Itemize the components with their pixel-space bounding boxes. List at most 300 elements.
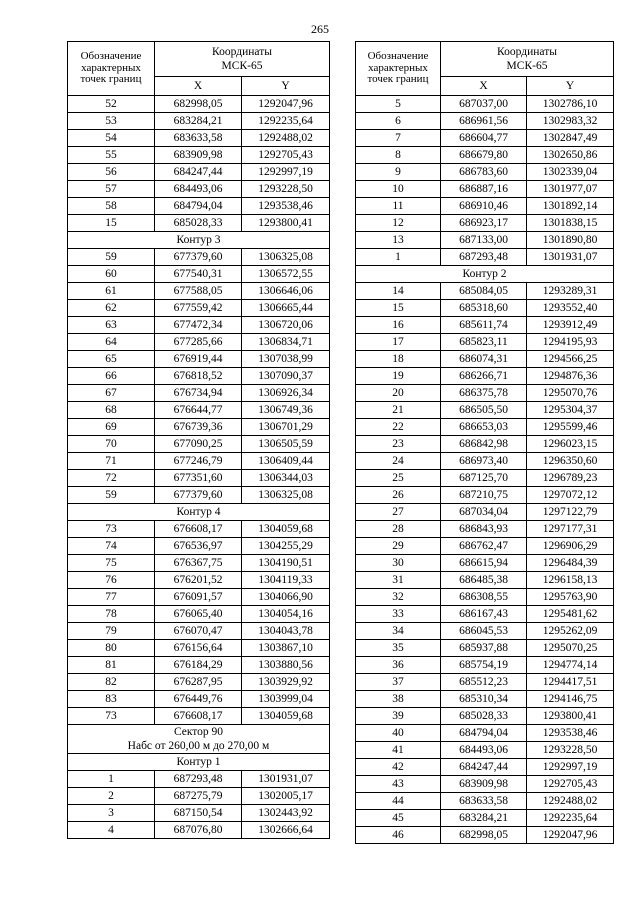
table-row	[356, 521, 614, 538]
y-coordinate-cell: 1302005,17	[242, 788, 330, 805]
x-coordinate-cell: 676065,40	[155, 606, 242, 623]
table-row	[356, 113, 614, 130]
table-row	[356, 504, 614, 521]
point-number-cell: 28	[356, 521, 441, 538]
x-coordinate-cell: 686266,71	[441, 368, 527, 385]
x-coordinate-cell: 676734,94	[155, 385, 242, 402]
y-coordinate-cell: 1304119,33	[242, 572, 330, 589]
point-number-cell: 71	[68, 453, 155, 470]
header-y: Y	[242, 77, 330, 96]
table-body-left	[68, 96, 330, 839]
x-coordinate-cell: 686923,17	[441, 215, 527, 232]
table-row	[68, 572, 330, 589]
point-number-cell: 68	[68, 402, 155, 419]
point-number-cell: 37	[356, 674, 441, 691]
contour-heading: Контур 3	[68, 232, 330, 249]
y-coordinate-cell: 1303880,56	[242, 657, 330, 674]
point-number-cell: 13	[356, 232, 441, 249]
table-row	[356, 317, 614, 334]
point-number-cell: 15	[356, 300, 441, 317]
table-row	[68, 249, 330, 266]
table-row	[68, 453, 330, 470]
y-coordinate-cell: 1294876,36	[527, 368, 614, 385]
table-row	[68, 266, 330, 283]
y-coordinate-cell: 1306572,55	[242, 266, 330, 283]
header-coordinates	[441, 42, 614, 77]
table-row	[356, 96, 614, 113]
x-coordinate-cell: 685823,11	[441, 334, 527, 351]
point-number-cell: 52	[68, 96, 155, 113]
contour-heading: Контур 2	[356, 266, 614, 283]
y-coordinate-cell: 1294195,93	[527, 334, 614, 351]
y-coordinate-cell: 1292488,02	[242, 130, 330, 147]
y-coordinate-cell: 1293800,41	[527, 708, 614, 725]
x-coordinate-cell: 685937,88	[441, 640, 527, 657]
table-row	[68, 198, 330, 215]
sector-heading	[68, 725, 330, 754]
x-coordinate-cell: 685512,23	[441, 674, 527, 691]
y-coordinate-cell: 1292235,64	[527, 810, 614, 827]
point-number-cell: 32	[356, 589, 441, 606]
table-row	[68, 334, 330, 351]
header-coordinates-label: Координаты	[212, 46, 272, 58]
x-coordinate-cell: 677559,42	[155, 300, 242, 317]
point-number-cell: 80	[68, 640, 155, 657]
y-coordinate-cell: 1293552,40	[527, 300, 614, 317]
y-coordinate-cell: 1292488,02	[527, 793, 614, 810]
point-number-cell: 45	[356, 810, 441, 827]
x-coordinate-cell: 683633,58	[155, 130, 242, 147]
y-coordinate-cell: 1296350,60	[527, 453, 614, 470]
coordinates-table-left	[67, 41, 330, 839]
x-coordinate-cell: 677472,34	[155, 317, 242, 334]
table-row	[356, 283, 614, 300]
x-coordinate-cell: 686961,56	[441, 113, 527, 130]
table-row	[68, 317, 330, 334]
point-number-cell: 40	[356, 725, 441, 742]
point-number-cell: 76	[68, 572, 155, 589]
table-row	[68, 589, 330, 606]
y-coordinate-cell: 1306325,08	[242, 249, 330, 266]
table-row	[68, 708, 330, 725]
y-coordinate-cell: 1301838,15	[527, 215, 614, 232]
table-row	[356, 589, 614, 606]
x-coordinate-cell: 676201,52	[155, 572, 242, 589]
point-number-cell: 64	[68, 334, 155, 351]
x-coordinate-cell: 676287,95	[155, 674, 242, 691]
y-coordinate-cell: 1293228,50	[527, 742, 614, 759]
table-row	[68, 385, 330, 402]
y-coordinate-cell: 1303999,04	[242, 691, 330, 708]
x-coordinate-cell: 684247,44	[441, 759, 527, 776]
point-number-cell: 16	[356, 317, 441, 334]
table-row	[356, 725, 614, 742]
y-coordinate-cell: 1304190,51	[242, 555, 330, 572]
point-number-cell: 73	[68, 708, 155, 725]
contour-heading: Контур 4	[68, 504, 330, 521]
x-coordinate-cell: 676184,29	[155, 657, 242, 674]
x-coordinate-cell: 686375,78	[441, 385, 527, 402]
x-coordinate-cell: 686762,47	[441, 538, 527, 555]
point-number-cell: 19	[356, 368, 441, 385]
x-coordinate-cell: 687293,48	[155, 771, 242, 788]
x-coordinate-cell: 687133,00	[441, 232, 527, 249]
y-coordinate-cell: 1302666,64	[242, 822, 330, 839]
x-coordinate-cell: 683633,58	[441, 793, 527, 810]
x-coordinate-cell: 685310,34	[441, 691, 527, 708]
sector-height-range: Набс от 260,00 м до 270,00 м	[127, 740, 270, 752]
point-number-cell: 59	[68, 249, 155, 266]
x-coordinate-cell: 676091,57	[155, 589, 242, 606]
y-coordinate-cell: 1302847,49	[527, 130, 614, 147]
x-coordinate-cell: 687210,75	[441, 487, 527, 504]
table-row	[68, 368, 330, 385]
coordinates-table-right	[355, 41, 614, 844]
x-coordinate-cell: 676818,52	[155, 368, 242, 385]
point-number-cell: 54	[68, 130, 155, 147]
point-number-cell: 4	[68, 822, 155, 839]
point-number-cell: 25	[356, 470, 441, 487]
table-header	[356, 42, 614, 96]
point-number-cell: 24	[356, 453, 441, 470]
x-coordinate-cell: 685611,74	[441, 317, 527, 334]
table-row	[356, 691, 614, 708]
point-number-cell: 43	[356, 776, 441, 793]
x-coordinate-cell: 676449,76	[155, 691, 242, 708]
y-coordinate-cell: 1295481,62	[527, 606, 614, 623]
table-row	[356, 810, 614, 827]
table-row	[356, 368, 614, 385]
x-coordinate-cell: 686973,40	[441, 453, 527, 470]
point-number-cell: 5	[356, 96, 441, 113]
table-row	[356, 351, 614, 368]
x-coordinate-cell: 684493,06	[441, 742, 527, 759]
y-coordinate-cell: 1294146,75	[527, 691, 614, 708]
header-coordinate-system: МСК-65	[506, 60, 548, 72]
y-coordinate-cell: 1301977,07	[527, 181, 614, 198]
table-row	[356, 419, 614, 436]
x-coordinate-cell: 683909,98	[441, 776, 527, 793]
point-number-cell: 8	[356, 147, 441, 164]
y-coordinate-cell: 1306926,34	[242, 385, 330, 402]
y-coordinate-cell: 1301890,80	[527, 232, 614, 249]
point-number-cell: 38	[356, 691, 441, 708]
table-row	[356, 164, 614, 181]
table-row	[68, 538, 330, 555]
y-coordinate-cell: 1293800,41	[242, 215, 330, 232]
y-coordinate-cell: 1294417,51	[527, 674, 614, 691]
header-coordinates-label: Координаты	[497, 46, 557, 58]
x-coordinate-cell: 676644,77	[155, 402, 242, 419]
y-coordinate-cell: 1306834,71	[242, 334, 330, 351]
y-coordinate-cell: 1293538,46	[527, 725, 614, 742]
table-row	[68, 674, 330, 691]
table-row	[356, 674, 614, 691]
table-row	[356, 300, 614, 317]
x-coordinate-cell: 686604,77	[441, 130, 527, 147]
table-row	[68, 402, 330, 419]
point-number-cell: 82	[68, 674, 155, 691]
y-coordinate-cell: 1306344,03	[242, 470, 330, 487]
x-coordinate-cell: 677090,25	[155, 436, 242, 453]
table-row	[356, 657, 614, 674]
y-coordinate-cell: 1306409,44	[242, 453, 330, 470]
table-row	[68, 788, 330, 805]
x-coordinate-cell: 686308,55	[441, 589, 527, 606]
x-coordinate-cell: 676739,36	[155, 419, 242, 436]
section-row	[356, 266, 614, 283]
y-coordinate-cell: 1295070,25	[527, 640, 614, 657]
y-coordinate-cell: 1293538,46	[242, 198, 330, 215]
y-coordinate-cell: 1293228,50	[242, 181, 330, 198]
table-row	[68, 215, 330, 232]
y-coordinate-cell: 1295304,37	[527, 402, 614, 419]
table-row	[356, 215, 614, 232]
x-coordinate-cell: 677588,05	[155, 283, 242, 300]
table-body-right	[356, 96, 614, 844]
x-coordinate-cell: 684794,04	[155, 198, 242, 215]
y-coordinate-cell: 1306665,44	[242, 300, 330, 317]
point-number-cell: 46	[356, 827, 441, 844]
point-number-cell: 60	[68, 266, 155, 283]
y-coordinate-cell: 1294566,25	[527, 351, 614, 368]
point-number-cell: 2	[68, 788, 155, 805]
y-coordinate-cell: 1293912,49	[527, 317, 614, 334]
table-row	[68, 113, 330, 130]
table-row	[356, 640, 614, 657]
point-number-cell: 59	[68, 487, 155, 504]
page-number: 265	[311, 22, 329, 36]
table-row	[356, 470, 614, 487]
table-row	[68, 805, 330, 822]
y-coordinate-cell: 1304043,78	[242, 623, 330, 640]
point-number-cell: 53	[68, 113, 155, 130]
table-row	[68, 351, 330, 368]
x-coordinate-cell: 687275,79	[155, 788, 242, 805]
x-coordinate-cell: 686615,94	[441, 555, 527, 572]
table-row	[356, 249, 614, 266]
x-coordinate-cell: 685028,33	[155, 215, 242, 232]
x-coordinate-cell: 686074,31	[441, 351, 527, 368]
y-coordinate-cell: 1295070,76	[527, 385, 614, 402]
table-row	[356, 232, 614, 249]
y-coordinate-cell: 1306646,06	[242, 283, 330, 300]
point-number-cell: 70	[68, 436, 155, 453]
section-row	[68, 754, 330, 771]
point-number-cell: 34	[356, 623, 441, 640]
y-coordinate-cell: 1297122,79	[527, 504, 614, 521]
point-number-cell: 62	[68, 300, 155, 317]
point-number-cell: 29	[356, 538, 441, 555]
y-coordinate-cell: 1297177,31	[527, 521, 614, 538]
x-coordinate-cell: 686505,50	[441, 402, 527, 419]
point-number-cell: 12	[356, 215, 441, 232]
x-coordinate-cell: 677540,31	[155, 266, 242, 283]
header-designation: Обозначение характерных точек границ	[68, 42, 155, 96]
x-coordinate-cell: 687076,80	[155, 822, 242, 839]
table-row	[356, 487, 614, 504]
point-number-cell: 74	[68, 538, 155, 555]
contour-heading: Контур 1	[68, 754, 330, 771]
y-coordinate-cell: 1296023,15	[527, 436, 614, 453]
point-number-cell: 75	[68, 555, 155, 572]
table-row	[68, 640, 330, 657]
y-coordinate-cell: 1292705,43	[242, 147, 330, 164]
y-coordinate-cell: 1304066,90	[242, 589, 330, 606]
table-row	[356, 334, 614, 351]
point-number-cell: 56	[68, 164, 155, 181]
x-coordinate-cell: 677379,60	[155, 249, 242, 266]
y-coordinate-cell: 1302786,10	[527, 96, 614, 113]
point-number-cell: 30	[356, 555, 441, 572]
y-coordinate-cell: 1296484,39	[527, 555, 614, 572]
y-coordinate-cell: 1306749,36	[242, 402, 330, 419]
point-number-cell: 3	[68, 805, 155, 822]
y-coordinate-cell: 1306701,29	[242, 419, 330, 436]
point-number-cell: 57	[68, 181, 155, 198]
y-coordinate-cell: 1295262,09	[527, 623, 614, 640]
x-coordinate-cell: 683284,21	[441, 810, 527, 827]
point-number-cell: 83	[68, 691, 155, 708]
x-coordinate-cell: 687037,00	[441, 96, 527, 113]
x-coordinate-cell: 676070,47	[155, 623, 242, 640]
x-coordinate-cell: 684493,06	[155, 181, 242, 198]
y-coordinate-cell: 1296906,29	[527, 538, 614, 555]
point-number-cell: 61	[68, 283, 155, 300]
x-coordinate-cell: 677246,79	[155, 453, 242, 470]
point-number-cell: 35	[356, 640, 441, 657]
point-number-cell: 73	[68, 521, 155, 538]
y-coordinate-cell: 1303929,92	[242, 674, 330, 691]
x-coordinate-cell: 682998,05	[441, 827, 527, 844]
table-row	[68, 181, 330, 198]
table-row	[68, 691, 330, 708]
table-row	[356, 130, 614, 147]
point-number-cell: 15	[68, 215, 155, 232]
point-number-cell: 41	[356, 742, 441, 759]
x-coordinate-cell: 683284,21	[155, 113, 242, 130]
x-coordinate-cell: 677285,66	[155, 334, 242, 351]
point-number-cell: 9	[356, 164, 441, 181]
table-row	[356, 708, 614, 725]
y-coordinate-cell: 1295599,46	[527, 419, 614, 436]
section-row	[68, 504, 330, 521]
y-coordinate-cell: 1293289,31	[527, 283, 614, 300]
y-coordinate-cell: 1302443,92	[242, 805, 330, 822]
y-coordinate-cell: 1304054,16	[242, 606, 330, 623]
point-number-cell: 22	[356, 419, 441, 436]
point-number-cell: 39	[356, 708, 441, 725]
x-coordinate-cell: 685754,19	[441, 657, 527, 674]
point-number-cell: 77	[68, 589, 155, 606]
y-coordinate-cell: 1303867,10	[242, 640, 330, 657]
x-coordinate-cell: 686167,43	[441, 606, 527, 623]
table-row	[68, 300, 330, 317]
header-coordinates	[155, 42, 330, 77]
y-coordinate-cell: 1297072,12	[527, 487, 614, 504]
point-number-cell: 33	[356, 606, 441, 623]
section-row	[68, 725, 330, 754]
table-row	[68, 283, 330, 300]
x-coordinate-cell: 686783,60	[441, 164, 527, 181]
x-coordinate-cell: 676536,97	[155, 538, 242, 555]
y-coordinate-cell: 1306720,06	[242, 317, 330, 334]
table-row	[356, 385, 614, 402]
point-number-cell: 7	[356, 130, 441, 147]
point-number-cell: 81	[68, 657, 155, 674]
point-number-cell: 18	[356, 351, 441, 368]
table-header	[68, 42, 330, 96]
table-row	[356, 402, 614, 419]
point-number-cell: 1	[68, 771, 155, 788]
point-number-cell: 21	[356, 402, 441, 419]
table-row	[356, 538, 614, 555]
header-coordinate-system: МСК-65	[221, 60, 263, 72]
x-coordinate-cell: 676367,75	[155, 555, 242, 572]
point-number-cell: 17	[356, 334, 441, 351]
x-coordinate-cell: 686485,38	[441, 572, 527, 589]
point-number-cell: 23	[356, 436, 441, 453]
header-designation: Обозначение характерных точек границ	[356, 42, 441, 96]
table-row	[68, 606, 330, 623]
table-row	[356, 453, 614, 470]
y-coordinate-cell: 1296789,23	[527, 470, 614, 487]
point-number-cell: 11	[356, 198, 441, 215]
header-x: X	[155, 77, 242, 96]
table-row	[68, 822, 330, 839]
point-number-cell: 27	[356, 504, 441, 521]
point-number-cell: 67	[68, 385, 155, 402]
point-number-cell: 14	[356, 283, 441, 300]
point-number-cell: 58	[68, 198, 155, 215]
y-coordinate-cell: 1302650,86	[527, 147, 614, 164]
point-number-cell: 63	[68, 317, 155, 334]
table-row	[356, 572, 614, 589]
y-coordinate-cell: 1292705,43	[527, 776, 614, 793]
table-row	[356, 776, 614, 793]
x-coordinate-cell: 676608,17	[155, 521, 242, 538]
y-coordinate-cell: 1292235,64	[242, 113, 330, 130]
table-row	[356, 555, 614, 572]
x-coordinate-cell: 687125,70	[441, 470, 527, 487]
point-number-cell: 42	[356, 759, 441, 776]
x-coordinate-cell: 685084,05	[441, 283, 527, 300]
y-coordinate-cell: 1304255,29	[242, 538, 330, 555]
point-number-cell: 36	[356, 657, 441, 674]
y-coordinate-cell: 1306505,59	[242, 436, 330, 453]
table-row	[68, 657, 330, 674]
y-coordinate-cell: 1292047,96	[527, 827, 614, 844]
point-number-cell: 55	[68, 147, 155, 164]
x-coordinate-cell: 676608,17	[155, 708, 242, 725]
table-row	[356, 623, 614, 640]
section-row	[68, 232, 330, 249]
y-coordinate-cell: 1301892,14	[527, 198, 614, 215]
point-number-cell: 20	[356, 385, 441, 402]
x-coordinate-cell: 686887,16	[441, 181, 527, 198]
table-row	[68, 470, 330, 487]
point-number-cell: 26	[356, 487, 441, 504]
x-coordinate-cell: 686045,53	[441, 623, 527, 640]
x-coordinate-cell: 686843,93	[441, 521, 527, 538]
table-row	[356, 606, 614, 623]
y-coordinate-cell: 1292047,96	[242, 96, 330, 113]
sector-title: Сектор 90	[173, 726, 224, 738]
table-row	[68, 147, 330, 164]
y-coordinate-cell: 1292997,19	[242, 164, 330, 181]
y-coordinate-cell: 1296158,13	[527, 572, 614, 589]
point-number-cell: 1	[356, 249, 441, 266]
